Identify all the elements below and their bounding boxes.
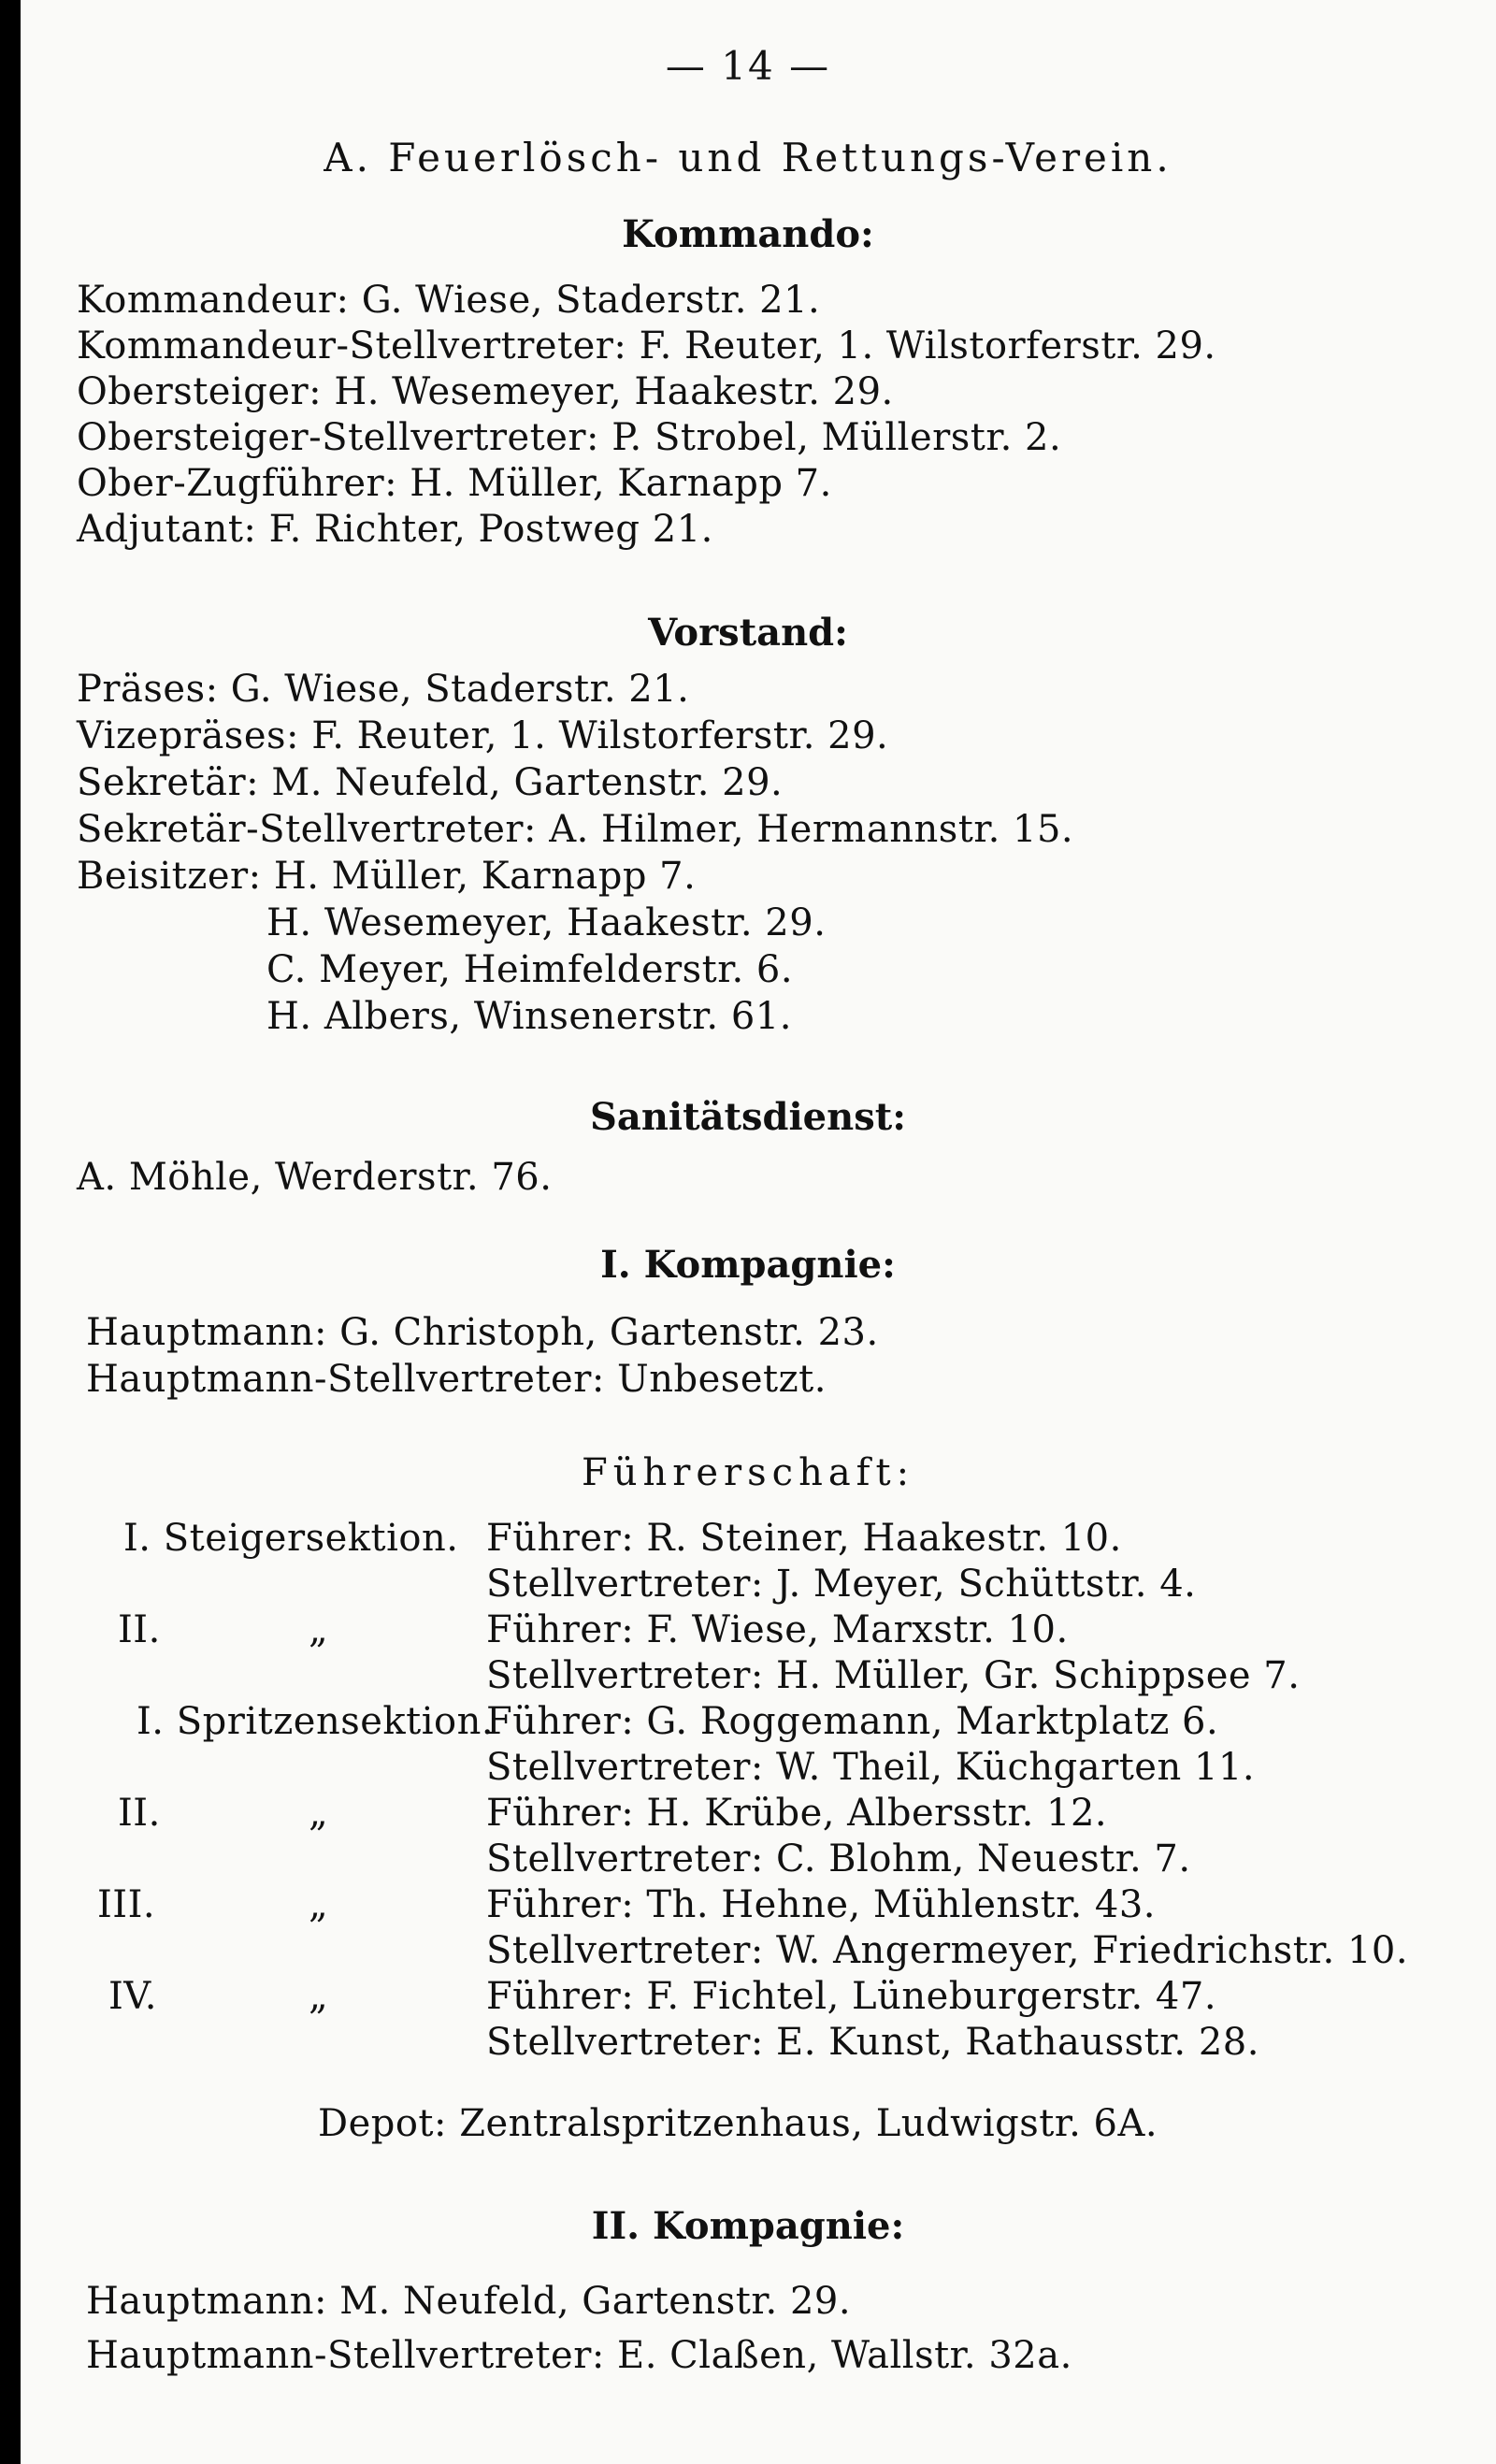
kompanie2-line: Hauptmann: M. Neufeld, Gartenstr. 29. [86,2280,852,2323]
ditto-mark: „ [309,1883,329,1926]
kommando-line: Kommandeur-Stellvertreter: F. Reuter, 1. Wilstorferstr. 29. [77,324,1216,367]
sanitaet-heading: Sanitätsdienst: [590,1095,906,1139]
stellvertreter-line: Stellvertreter: H. Müller, Gr. Schippsee 7. [486,1654,1301,1697]
vorstand-line: Sekretär: M. Neufeld, Gartenstr. 29. [77,761,784,804]
fuehrerschaft-heading: Führerschaft: [581,1451,915,1494]
sanitaet-line: A. Möhle, Werderstr. 76. [77,1156,553,1199]
stellvertreter-line: Stellvertreter: J. Meyer, Schüttstr. 4. [486,1563,1197,1606]
fuehrer-line: Führer: G. Roggemann, Marktplatz 6. [486,1700,1219,1743]
kommando-heading: Kommando: [622,212,874,256]
kompanie2-line: Hauptmann-Stellvertreter: E. Claßen, Wallstr. 32a. [86,2334,1072,2377]
kommando-line: Obersteiger: H. Wesemeyer, Haakestr. 29. [77,370,894,413]
kommando-line: Adjutant: F. Richter, Postweg 21. [77,508,713,551]
document-title: A. Feuerlösch- und Rettungs-Verein. [324,135,1172,180]
section-label: I. Steigersektion. [123,1517,459,1560]
fuehrer-line: Führer: R. Steiner, Haakestr. 10. [486,1517,1122,1560]
fuehrer-line: Führer: F. Fichtel, Lüneburgerstr. 47. [486,1975,1217,2018]
depot-line: Depot: Zentralspritzenhaus, Ludwigstr. 6A. [318,2102,1158,2145]
scan-edge [0,0,21,2464]
ditto-mark: „ [309,1975,329,2018]
stellvertreter-line: Stellvertreter: W. Angermeyer, Friedrichstr. 10. [486,1929,1409,1972]
stellvertreter-line: Stellvertreter: E. Kunst, Rathausstr. 28. [486,2021,1259,2064]
fuehrer-line: Führer: H. Krübe, Albersstr. 12. [486,1792,1108,1835]
kompanie1-heading: I. Kompagnie: [600,1243,896,1287]
fuehrer-line: Führer: Th. Hehne, Mühlenstr. 43. [486,1883,1157,1926]
vorstand-heading: Vorstand: [648,611,848,655]
kommando-line: Obersteiger-Stellvertreter: P. Strobel, Müllerstr. 2. [77,416,1062,459]
vorstand-line: Vizepräses: F. Reuter, 1. Wilstorferstr. 29. [77,714,889,757]
section-label: I. Spritzensektion. [137,1700,495,1743]
kompanie1-line: Hauptmann: G. Christoph, Gartenstr. 23. [86,1311,879,1354]
vorstand-line: Präses: G. Wiese, Staderstr. 21. [77,668,690,711]
section-label: IV. [108,1975,157,2018]
ditto-mark: „ [309,1792,329,1835]
kompanie1-line: Hauptmann-Stellvertreter: Unbesetzt. [86,1358,827,1401]
stellvertreter-line: Stellvertreter: W. Theil, Küchgarten 11. [486,1746,1256,1789]
kommando-line: Kommandeur: G. Wiese, Staderstr. 21. [77,279,821,322]
kommando-line: Ober-Zugführer: H. Müller, Karnapp 7. [77,462,832,505]
section-label: II. [118,1608,161,1651]
beisitzer-line: H. Albers, Winsenerstr. 61. [266,995,792,1038]
section-label: III. [97,1883,156,1926]
section-label: II. [118,1792,161,1835]
vorstand-line: Beisitzer: H. Müller, Karnapp 7. [77,855,697,898]
page-number: — 14 — [665,43,831,89]
fuehrer-line: Führer: F. Wiese, Marxstr. 10. [486,1608,1069,1651]
vorstand-line: Sekretär-Stellvertreter: A. Hilmer, Hermannstr. 15. [77,808,1074,851]
beisitzer-line: H. Wesemeyer, Haakestr. 29. [266,901,827,944]
ditto-mark: „ [309,1608,329,1651]
beisitzer-line: C. Meyer, Heimfelderstr. 6. [266,948,794,991]
kompanie2-heading: II. Kompagnie: [591,2204,905,2248]
stellvertreter-line: Stellvertreter: C. Blohm, Neuestr. 7. [486,1837,1191,1880]
